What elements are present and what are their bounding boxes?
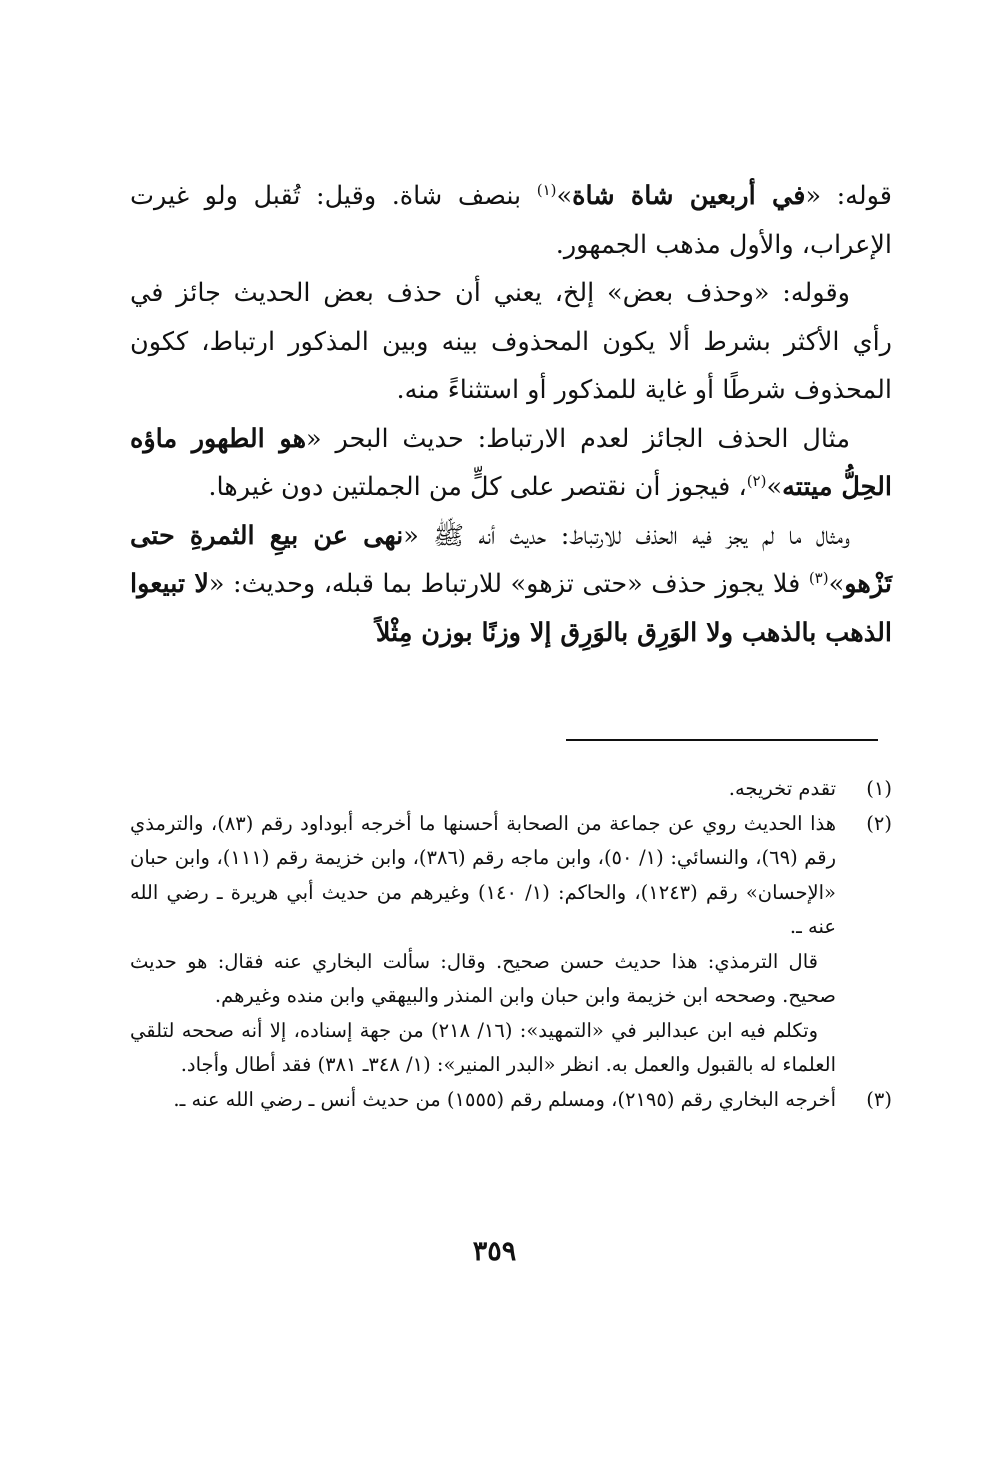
footnote-text: هذا الحديث روي عن جماعة من الصحابة أحسنها ما أخرجه أبوداود رقم (٨٣)، والترمذي رقم (٦٩)، والنسائي: (١/ ٥٠)، وابن ماجه رقم (٣٨٦)، وابن خزيمة رقم (١١١)، وابن حبان «الإحسان» رقم (١٢٤٣)، والحاكم: (١/ ١٤٠) وغيرهم من حديث أبي هريرة ـ رضي الله عنه ـ. (130, 811, 837, 938)
paragraph-4 (130, 512, 892, 658)
text-run: » (556, 181, 573, 211)
footnote-text: وتكلم فيه ابن عبدالبر في «التمهيد»: (١٦/ ٢١٨) من جهة إسناده، إلا أنه صححه لتلقي العلماء له بالقبول والعمل به. انظر «البدر المنير»: (١/ ٣٤٨ـ ٣٨١) فقد أطال وأجاد. (130, 1018, 836, 1076)
text-run: ، فيجوز أن نقتصر على كلٍّ من الجملتين دون غيرها. (208, 472, 747, 502)
footnote-separator (566, 739, 878, 741)
text-run: بنصف شاة. وقيل: تُقبل ولو غيرت الإعراب، والأول مذهب الجمهور. (130, 181, 892, 260)
footnote-number: (٢) (866, 811, 892, 835)
hadith-quote: لا تبيعوا الذهب بالذهب ولا الوَرِق بالوَرِق إلا وزنًا بوزن مِثْلاً (130, 569, 892, 648)
text-run: » (766, 472, 783, 502)
paragraph-3 (130, 415, 892, 512)
footnote-number: (١) (866, 777, 892, 800)
footnote-ref-2: (٢) (746, 472, 767, 490)
footnote-1 (130, 772, 892, 807)
hadith-quote: هو الطهور ماؤه الحِلُّ ميتته (130, 423, 892, 502)
text-run: مثال الحذف الجائز لعدم الارتباط: حديث البحر « (306, 423, 850, 454)
footnote-2 (130, 807, 892, 1083)
text-run: قوله: « (805, 181, 892, 211)
footnote-3 (130, 1083, 892, 1118)
paragraph-2: وقوله: «وحذف بعض» إلخ، يعني أن حذف بعض الحديث جائز في رأي الأكثر بشرط ألا يكون المحذوف بينه وبين المذكور ارتباط، ككون المحذوف شرطًا أو غاية للمذكور أو استثناءً منه. (130, 278, 892, 405)
footnote-ref-3: (٣) (808, 569, 829, 587)
text-run: ومثال ما لم يجز فيه الحذف للارتباط: حديث أنه ﷺ « (403, 520, 850, 551)
hadith-quote: نهى عن بيعِ الثمرةِ حتى تَزْهو (130, 520, 892, 599)
footnote-text: أخرجه البخاري رقم (٢١٩٥)، ومسلم رقم (١٥٥٥) من حديث أنس ـ رضي الله عنه ـ. (173, 1087, 836, 1111)
footnote-body (130, 1083, 836, 1118)
page-number: ٣٥٩ (472, 1236, 517, 1267)
footnote-number: (٣) (866, 1087, 892, 1111)
footnote-body (130, 772, 836, 807)
hadith-quote: في أربعين شاة شاة (572, 181, 806, 211)
footnote-text: تقدم تخريجه. (728, 777, 836, 800)
text-run: فلا يجوز حذف «حتى تزهو» للارتباط بما قبله، وحديث: « (208, 569, 809, 599)
text-run: » (828, 569, 845, 599)
footnote-text: قال الترمذي: هذا حديث حسن صحيح. وقال: سألت البخاري عنه فقال: هو حديث صحيح. وصححه ابن خزيمة وابن حبان وابن المنذر والبيهقي وابن منده وغيرهم. (130, 949, 836, 1007)
main-text (130, 172, 892, 657)
paragraph-1 (130, 172, 892, 269)
footnote-ref-1: (١) (536, 181, 557, 199)
footnotes (130, 772, 892, 1117)
footnote-body (130, 807, 836, 1083)
